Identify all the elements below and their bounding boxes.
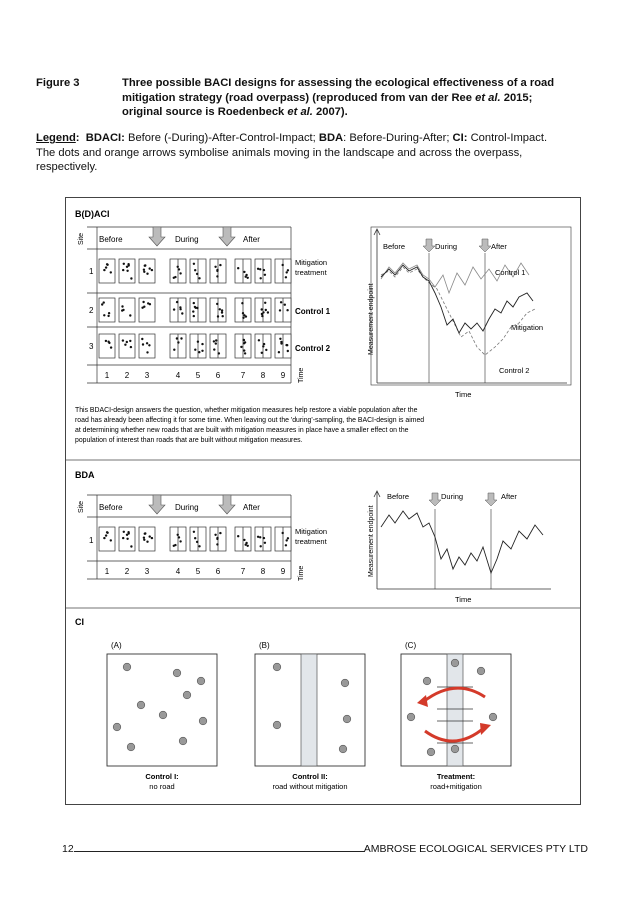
ci-panel-a-label-1: Control I:: [145, 772, 179, 781]
bda-mitigation-label-1: Mitigation: [295, 527, 328, 536]
time-number: 7: [240, 371, 246, 380]
legend-line-3: respectively.: [36, 161, 98, 173]
svg-text:(C): (C): [405, 641, 417, 650]
bda-sample-boxes: [99, 527, 291, 551]
road-strip: [301, 654, 317, 766]
legend-line-1: Legend: BDACI: Before (-During)-After-Control-Impact; BDA: Before-During-After; CI: Control-Impact.: [36, 132, 548, 144]
legend-paragraph: [36, 131, 608, 175]
time-number: 5: [195, 371, 201, 380]
ci-title: CI: [75, 617, 84, 627]
bda-chart-before-label: Before: [387, 492, 410, 501]
bda-chart-time-label: Time: [455, 595, 472, 604]
bda-chart-after-label: After: [501, 492, 517, 501]
bda-site-number-1: 1: [89, 536, 94, 545]
mitigation-treatment-label-1: Mitigation: [295, 258, 328, 267]
time-number: 2: [124, 567, 130, 576]
svg-text:(A): (A): [111, 641, 122, 650]
bdaci-site-label: Site: [78, 232, 85, 245]
chart-control-2-label: Control 2: [499, 366, 530, 375]
time-number: 4: [175, 371, 181, 380]
page-number: 12: [62, 843, 74, 855]
time-number: 7: [240, 567, 246, 576]
chart-after-label: After: [491, 242, 507, 251]
bda-after-label: After: [243, 503, 260, 512]
bda-title: BDA: [75, 470, 95, 480]
time-number: 6: [215, 567, 221, 576]
site-number-3: 3: [89, 342, 94, 351]
bda-site-label: Site: [78, 500, 85, 513]
chart-time-label: Time: [455, 390, 472, 399]
time-number: 9: [280, 371, 286, 380]
bdaci-before-label: Before: [99, 235, 123, 244]
time-number: 8: [260, 567, 266, 576]
footer-rule: [74, 842, 364, 852]
caption-line-2: mitigation strategy (road overpass) (reproduced from van der Ree et al. 2015;: [122, 91, 533, 104]
ci-panel-b-label-2: road without mitigation: [272, 782, 348, 791]
chart-mitigation-label: Mitigation: [511, 323, 544, 332]
caption-line-1: Three possible BACI designs for assessing the ecological effectiveness of a road: [122, 77, 555, 89]
bdaci-during-label: During: [175, 235, 199, 244]
control-1-label: Control 1: [295, 307, 331, 316]
time-number: 1: [104, 567, 110, 576]
svg-text:(B): (B): [259, 641, 270, 650]
chart-control-1-label: Control 1: [495, 268, 526, 277]
figure-caption: [36, 76, 606, 120]
sample-box: [99, 527, 115, 551]
bdaci-time-label: Time: [298, 367, 305, 383]
svg-text:road has already been affectin: road has already been affecting it for some time. When leaving out the 'during'-sampling, the BACI-design is aimed: [75, 417, 425, 424]
time-number: 3: [144, 371, 150, 380]
legend-line-2: The dots and orange arrows symbolise animals moving in the landscape and across the overpass,: [36, 146, 523, 159]
bda-during-label: During: [175, 503, 199, 512]
figure-label: Figure 3: [36, 77, 80, 89]
mitigation-treatment-label-2: treatment: [295, 268, 327, 277]
baci-figure: [65, 197, 581, 805]
site-number-2: 2: [89, 306, 94, 315]
ci-panel-c-label-2: road+mitigation: [430, 782, 482, 791]
time-number: 9: [280, 567, 286, 576]
bda-time-label: Time: [298, 565, 305, 581]
caption-line-3: original source is Roedenbeck et al. 2007).: [122, 106, 348, 118]
svg-text:This BDACI-design answers the: This BDACI-design answers the question, whether mitigation measures help restore a viable population after the: [75, 407, 418, 414]
sample-box: [139, 298, 155, 322]
time-number: 3: [144, 567, 150, 576]
chart-before-label: Before: [383, 242, 406, 251]
bda-before-label: Before: [99, 503, 123, 512]
svg-text:population of interest than ro: population of interest than roads that are built without mitigation measures.: [75, 437, 303, 444]
time-number: 1: [104, 371, 110, 380]
time-number: 6: [215, 371, 221, 380]
chart-during-label: During: [435, 242, 458, 251]
bda-chart-during-label: During: [441, 492, 464, 501]
bdaci-title: B(D)ACI: [75, 209, 110, 219]
bda-mitigation-label-2: treatment: [295, 537, 327, 546]
time-number: 2: [124, 371, 130, 380]
sample-box: [99, 259, 115, 283]
time-number: 4: [175, 567, 181, 576]
control-2-label: Control 2: [295, 344, 331, 353]
svg-text:at determining whether new roa: at determining whether new roads that are built with mitigation measures in place have a smaller effect on the: [75, 427, 409, 434]
sample-box: [99, 298, 115, 322]
sample-box: [119, 334, 135, 358]
bdaci-after-label: After: [243, 235, 260, 244]
footer-company: AMBROSE ECOLOGICAL SERVICES PTY LTD: [363, 843, 588, 855]
sample-box: [99, 334, 115, 358]
site-number-1: 1: [89, 267, 94, 276]
ci-panel-b-label-1: Control II:: [292, 772, 328, 781]
page-footer: [62, 842, 588, 855]
bdaci-sample-boxes: [99, 259, 291, 358]
chart-measurement-label: Measurement endpoint: [368, 283, 375, 355]
bda-chart-measurement-label: Measurement endpoint: [368, 505, 375, 577]
ci-panel-a-label-2: no road: [149, 782, 175, 791]
time-number: 8: [260, 371, 266, 380]
ci-panel-c-label-1: Treatment:: [436, 772, 476, 781]
sample-box: [139, 334, 155, 358]
time-number: 5: [195, 567, 201, 576]
